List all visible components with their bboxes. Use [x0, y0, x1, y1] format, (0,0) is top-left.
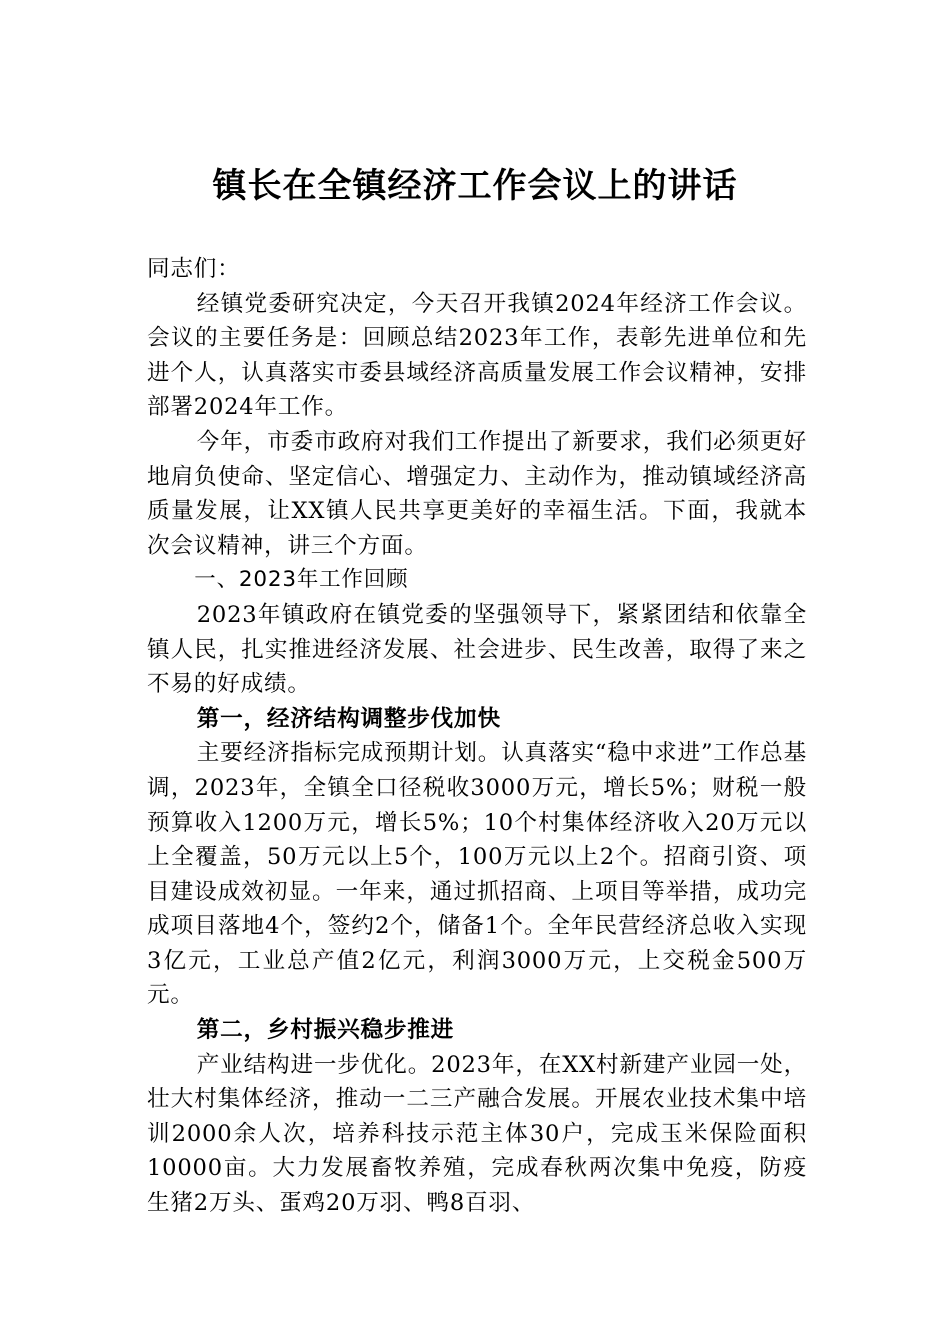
subheading-economic-structure: 第一，经济结构调整步伐加快 — [196, 705, 501, 732]
paragraph-review-intro: 2023年镇政府在镇党委的坚强领导下，紧紧团结和依靠全镇人民，扎实推进经济发展、社会进步、民生改善，取得了来之不易的好成绩。 — [147, 601, 807, 698]
section-heading-review: 一、2023年工作回顾 — [194, 567, 409, 593]
paragraph-meeting-purpose: 经镇党委研究决定，今天召开我镇2024年经济工作会议。会议的主要任务是：回顾总结2023年工作，表彰先进单位和先进个人，认真落实市委县域经济高质量发展工作会议精神，安排部署2024年工作。 — [147, 290, 807, 421]
document-title: 镇长在全镇经济工作会议上的讲话 — [212, 166, 738, 206]
paragraph-new-requirements: 今年，市委市政府对我们工作提出了新要求，我们必须更好地肩负使命、坚定信心、增强定力、主动作为，推动镇域经济高质量发展，让XX镇人民共享更美好的幸福生活。下面，我就本次会议精神，讲三个方面。 — [147, 428, 807, 559]
paragraph-industrial-structure: 产业结构进一步优化。2023年，在XX村新建产业园一处，壮大村集体经济，推动一二三产融合发展。开展农业技术集中培训2000余人次，培养科技示范主体30户，完成玉米保险面积10000亩。大力发展畜牧养殖，完成春秋两次集中免疫，防疫生猪2万头、蛋鸡20万羽、鸭8百羽、 — [147, 1051, 807, 1217]
subheading-rural-revitalization: 第二，乡村振兴稳步推进 — [196, 1017, 455, 1044]
document-body — [147, 252, 807, 1221]
salutation: 同志们： — [147, 256, 241, 282]
paragraph-economic-indicators: 主要经济指标完成预期计划。认真落实“稳中求进”工作总基调，2023年，全镇全口径税收3000万元，增长5%；财税一般预算收入1200万元，增长5%；10个村集体经济收入20万元以上全覆盖，50万元以上5个，100万元以上2个。招商引资、项目建设成效初显。一年来，通过抓招商、上项目等举措，成功完成项目落地4个，签约2个，储备1个。全年民营经济总收入实现3亿元，工业总产值2亿元，利润3000万元，上交税金500万元。 — [147, 740, 807, 1009]
